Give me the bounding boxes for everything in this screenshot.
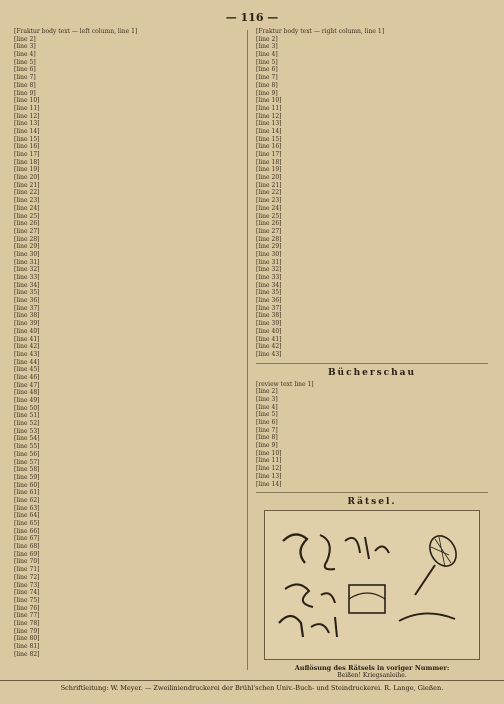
text-line: [line 49] [14, 397, 40, 404]
text-line: [line 48] [14, 389, 40, 397]
text-line: [Fraktur body text — right column, line 1] [256, 28, 385, 35]
text-line: [line 63] [14, 504, 40, 512]
text-line: [line 30] [256, 250, 282, 258]
text-line: [line 41] [256, 335, 282, 343]
text-line: [line 40] [14, 327, 40, 335]
text-line: [line 4] [256, 403, 278, 411]
text-line: [line 27] [256, 227, 282, 235]
text-line: [line 28] [256, 235, 282, 243]
text-line: [line 23] [256, 197, 282, 205]
text-line: [line 20] [256, 174, 282, 182]
text-line: [line 29] [256, 243, 282, 251]
text-line: [line 36] [14, 297, 40, 305]
text-line: [line 33] [14, 274, 40, 281]
text-line: [line 52] [14, 420, 40, 428]
left-column [14, 28, 240, 673]
text-line: [line 21] [256, 181, 282, 189]
text-line: [line 7] [256, 426, 278, 434]
text-line: [line 25] [14, 212, 40, 220]
text-line: [line 73] [14, 581, 40, 589]
text-line: [line 56] [14, 450, 40, 458]
right-column [256, 28, 488, 680]
text-line: [line 53] [14, 427, 40, 435]
text-line: [line 12] [256, 112, 282, 120]
text-line: [line 74] [14, 589, 40, 597]
text-line: [line 11] [14, 104, 40, 112]
text-line: [line 81] [14, 643, 40, 650]
solution-answer: Beißen! Kriegsanleihe. [337, 672, 407, 680]
text-line: [line 23] [14, 197, 40, 205]
text-line: [line 14] [256, 127, 282, 135]
text-line: [line 6] [256, 419, 278, 426]
text-line: [line 10] [14, 97, 40, 105]
text-line: [line 80] [14, 635, 40, 643]
text-line: [line 8] [14, 81, 36, 89]
text-line: [line 37] [256, 304, 282, 312]
text-line: [line 38] [14, 312, 40, 320]
text-line: [line 2] [256, 388, 278, 396]
text-line: [line 2] [256, 35, 278, 43]
text-line: [line 18] [14, 158, 40, 166]
text-line: [line 43] [256, 350, 282, 358]
solution-caption: Auflösung des Rätsels in voriger Nummer: [294, 664, 450, 673]
text-line: [line 22] [14, 189, 40, 197]
text-line: [line 18] [256, 158, 282, 166]
text-line: [line 35] [256, 289, 282, 297]
text-line: [line 29] [14, 243, 40, 251]
text-line: [line 12] [14, 112, 40, 120]
text-line: [line 79] [14, 627, 40, 635]
text-line: [line 69] [14, 550, 40, 558]
text-line: [review text line 1] [256, 380, 314, 388]
text-line: [line 17] [256, 151, 282, 158]
text-line: [line 30] [14, 250, 40, 258]
text-line: [line 5] [256, 411, 278, 419]
text-line: [line 78] [14, 619, 40, 627]
page-number: — 116 — [225, 11, 279, 24]
text-line: [line 26] [256, 220, 282, 228]
text-line: [line 19] [256, 166, 282, 174]
text-line: [line 15] [256, 135, 282, 143]
text-line: [line 39] [256, 320, 282, 328]
text-line: [line 9] [14, 89, 36, 97]
text-line: [line 24] [256, 204, 282, 212]
text-line: [line 82] [14, 650, 40, 658]
text-line: [line 50] [14, 404, 40, 412]
text-line: [line 43] [14, 350, 40, 358]
text-line: [line 68] [14, 543, 40, 551]
text-line: [line 13] [14, 120, 40, 128]
text-line: [line 67] [14, 535, 40, 543]
text-line: [line 24] [14, 204, 40, 212]
text-line: [line 11] [256, 457, 282, 465]
text-line: [line 9] [256, 89, 278, 97]
text-line: [line 22] [256, 189, 282, 197]
bucherschau-heading: Bücherschau [327, 367, 417, 378]
text-line: [line 64] [14, 512, 40, 520]
text-line: [line 14] [14, 127, 40, 135]
text-line: [line 21] [14, 181, 40, 189]
raetsel-heading: Rätsel. [347, 497, 397, 508]
text-line: [line 76] [14, 604, 40, 612]
text-line: [line 37] [14, 304, 40, 312]
rebus-puzzle-image [264, 510, 480, 660]
text-line: [line 14] [256, 480, 282, 488]
bucherschau-text [256, 381, 488, 489]
text-line: [line 2] [14, 35, 36, 43]
text-line: [line 4] [256, 51, 278, 59]
text-line: [line 55] [14, 443, 40, 451]
text-line: [line 32] [14, 266, 40, 274]
text-line: [line 59] [14, 473, 40, 481]
text-line: [line 54] [14, 435, 40, 443]
section-rule [256, 492, 488, 493]
text-line: [line 71] [14, 566, 40, 574]
text-line: [line 35] [14, 289, 40, 297]
text-line: [line 19] [14, 166, 40, 174]
text-line: [line 5] [14, 58, 36, 66]
text-line: [line 17] [14, 151, 40, 158]
text-line: [line 26] [14, 220, 40, 228]
rebus-illustration [265, 511, 479, 659]
text-line: [line 13] [256, 120, 282, 128]
text-line: [line 66] [14, 527, 40, 535]
text-line: [line 10] [256, 97, 282, 105]
text-line: [line 8] [256, 81, 278, 89]
text-line: [line 7] [14, 74, 36, 82]
text-line: [line 44] [14, 358, 40, 366]
text-line: [line 3] [14, 43, 36, 51]
text-line: [line 46] [14, 373, 40, 381]
text-line: [line 13] [256, 472, 282, 480]
text-line: [line 61] [14, 489, 40, 497]
text-line: [line 34] [14, 281, 40, 289]
text-line: [line 3] [256, 395, 278, 403]
text-line: [line 8] [256, 434, 278, 442]
section-rule [256, 363, 488, 364]
text-line: [line 51] [14, 412, 40, 420]
right-column-story [256, 28, 488, 359]
text-line: [line 40] [256, 327, 282, 335]
publisher-footer: Schriftleitung: W. Meyer. — Zweiliniendruckerei der Brühl'schen Univ.-Buch- und Steindruckerei. R. Lange, Gießen. [0, 680, 504, 692]
text-line: [line 31] [14, 258, 40, 266]
text-line: [line 15] [14, 135, 40, 143]
text-line: [line 34] [256, 281, 282, 289]
text-line: [line 38] [256, 312, 282, 320]
text-line: [line 7] [256, 74, 278, 82]
text-line: [line 33] [256, 274, 282, 281]
text-line: [line 6] [14, 66, 36, 74]
text-line: [line 4] [14, 51, 36, 59]
text-line: [line 70] [14, 558, 40, 566]
text-line: [line 45] [14, 366, 40, 374]
text-line: [line 20] [14, 174, 40, 182]
text-line: [line 60] [14, 481, 40, 489]
text-line: [line 11] [256, 104, 282, 112]
text-line: [line 28] [14, 235, 40, 243]
text-line: [line 16] [14, 143, 40, 151]
text-line: [line 72] [14, 573, 40, 581]
text-line: [line 25] [256, 212, 282, 220]
text-line: [line 32] [256, 266, 282, 274]
text-line: [line 3] [256, 43, 278, 51]
text-line: [Fraktur body text — left column, line 1] [14, 28, 138, 35]
text-line: [line 5] [256, 58, 278, 66]
text-line: [line 39] [14, 320, 40, 328]
text-line: [line 36] [256, 297, 282, 305]
text-line: [line 31] [256, 258, 282, 266]
text-line: [line 42] [256, 343, 282, 351]
text-line: [line 12] [256, 465, 282, 473]
text-line: [line 9] [256, 442, 278, 450]
text-line: [line 58] [14, 466, 40, 474]
text-line: [line 65] [14, 520, 40, 527]
text-line: [line 41] [14, 335, 40, 343]
text-line: [line 16] [256, 143, 282, 151]
text-line: [line 27] [14, 227, 40, 235]
text-line: [line 57] [14, 458, 40, 466]
text-line: [line 62] [14, 496, 40, 504]
column-divider [247, 30, 248, 670]
text-line: [line 10] [256, 449, 282, 457]
text-line: [line 47] [14, 381, 40, 389]
text-line: [line 75] [14, 596, 40, 604]
text-line: [line 42] [14, 343, 40, 351]
text-line: [line 77] [14, 612, 40, 620]
text-line: [line 6] [256, 66, 278, 74]
